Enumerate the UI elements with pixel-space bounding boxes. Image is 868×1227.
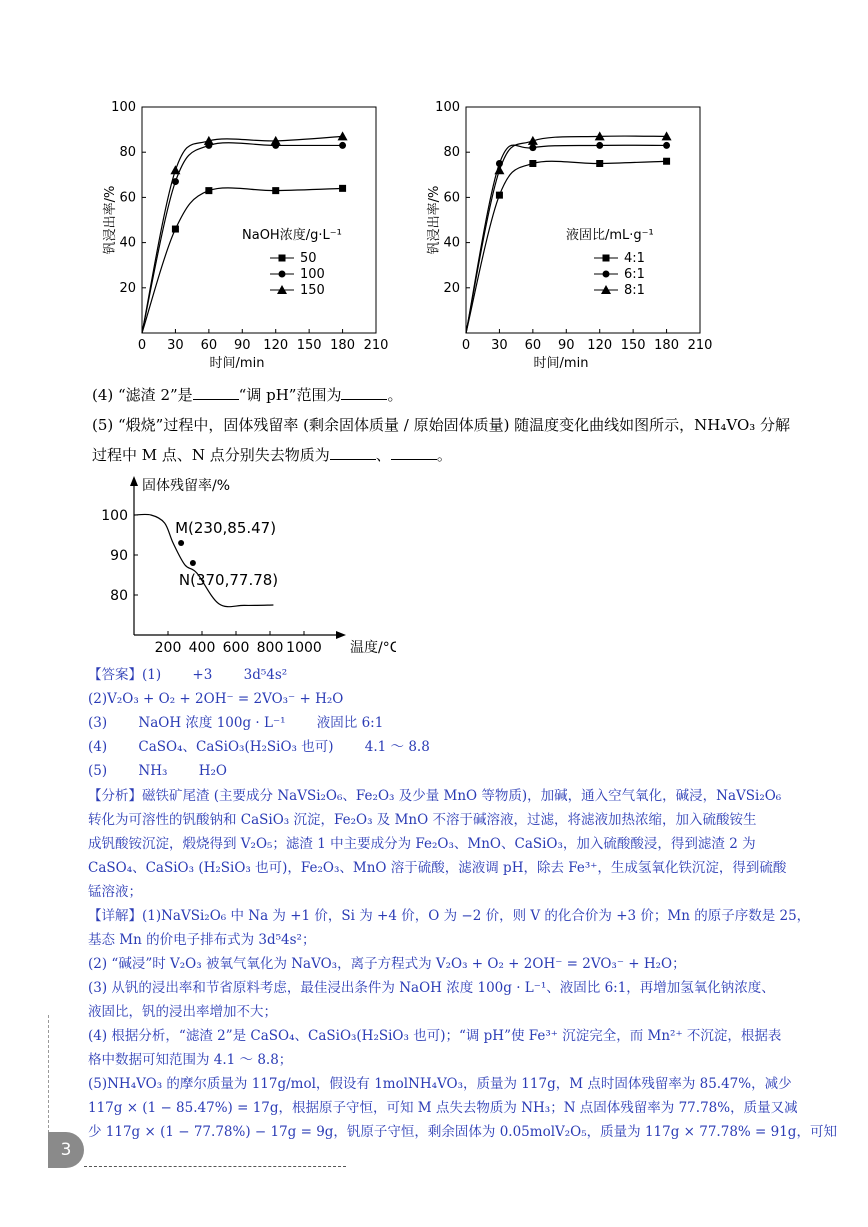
y-tick-label: 20 (443, 280, 460, 296)
q4-part1: (4) “滤渣 2”是 (92, 386, 193, 404)
analysis-line-5: 锰溶液； (88, 884, 142, 900)
legend-label: 50 (300, 251, 317, 266)
answer-line-3: (3) NaOH 浓度 100g · L⁻¹ 液固比 6:1 (88, 715, 384, 731)
q4-blank-1 (193, 385, 239, 400)
y-tick-label: 40 (443, 235, 460, 251)
series-point-50 (205, 187, 212, 194)
y-tick-label: 100 (101, 508, 128, 524)
legend-label: 6:1 (624, 267, 645, 282)
question-4 (92, 384, 402, 405)
legend-marker (603, 255, 610, 262)
y-axis-label: 固体残留率/% (142, 478, 231, 494)
y-tick-label: 40 (119, 235, 136, 251)
series-point-50 (172, 226, 179, 233)
detail-line-7: 格中数据可知范围为 4.1 ～ 8.8； (88, 1052, 293, 1068)
x-tick-label: 30 (491, 338, 508, 353)
q4-part3: 。 (387, 386, 403, 404)
series-point-4:1 (663, 158, 670, 165)
series-point-150 (338, 131, 348, 140)
chart-2-svg (424, 95, 714, 375)
x-tick-label: 120 (587, 338, 613, 353)
x-tick-label: 120 (263, 338, 289, 353)
chart-residual-rate (96, 470, 396, 660)
legend-marker (279, 255, 286, 262)
x-tick-label: 210 (687, 338, 713, 353)
question-5-line-2 (92, 444, 452, 465)
x-tick-label: 600 (222, 640, 250, 656)
x-tick-label: 800 (256, 640, 284, 656)
series-point-150 (170, 165, 180, 174)
series-point-6:1 (529, 144, 536, 151)
analysis-line-3: 成钒酸铵沉淀，煅烧得到 V₂O₅；滤渣 1 中主要成分为 Fe₂O₃、MnO、CaSiO₃，加入硫酸酸浸，得到滤渣 2 为 (88, 836, 756, 852)
y-tick-label: 100 (435, 100, 460, 115)
series-point-4:1 (596, 160, 603, 167)
series-line-4:1 (466, 161, 667, 333)
y-tick-label: 90 (110, 548, 128, 564)
chart-3-svg (96, 470, 396, 660)
q5-blank-2 (391, 445, 437, 460)
y-tick-label: 80 (443, 145, 460, 161)
chart-1-svg (100, 95, 390, 375)
x-tick-label: 0 (137, 338, 147, 353)
detail-line-9: 117g × (1 − 85.47%) = 17g，根据原子守恒，可知 M 点失去物质为 NH₃；N 点固体残留率为 77.78%，质量又减 (88, 1100, 798, 1116)
series-point-50 (339, 185, 346, 192)
legend-title: 液固比/mL·g⁻¹ (566, 228, 654, 243)
x-tick-label: 90 (234, 338, 251, 353)
analysis-line-1: 【分析】磁铁矿尾渣 (主要成分 NaVSi₂O₆、Fe₂O₃ 及少量 MnO 等物质)，加碱，通入空气氧化，碱浸，NaVSi₂O₆ (88, 788, 782, 804)
series-point-4:1 (529, 160, 536, 167)
legend-title: NaOH浓度/g·L⁻¹ (242, 228, 342, 243)
x-tick-label: 60 (524, 338, 542, 353)
x-tick-label: 200 (154, 640, 182, 656)
chart-naoh-concentration (100, 95, 390, 375)
y-axis-label: 钒浸出率/% (103, 185, 118, 255)
page-number: 3 (48, 1132, 84, 1168)
x-axis-arrow (336, 631, 346, 639)
answer-line-5: (5) NH₃ H₂O (88, 763, 227, 779)
q5-part1: 过程中 M 点、N 点分别失去物质为 (92, 446, 330, 464)
detail-line-4: (3) 从钒的浸出率和节省原料考虑，最佳浸出条件为 NaOH 浓度 100g · L⁻¹、液固比 6:1，再增加氢氧化钠浓度、 (88, 980, 775, 996)
x-tick-label: 90 (558, 338, 575, 353)
point-N (190, 560, 196, 566)
x-tick-label: 180 (330, 338, 355, 353)
answer-line-2: (2)V₂O₃ + O₂ + 2OH⁻ = 2VO₃⁻ + H₂O (88, 691, 344, 707)
page-margin-dashed-line (48, 1015, 49, 1133)
q5-part3: 。 (436, 446, 452, 464)
answer-line-4: (4) CaSO₄、CaSiO₃(H₂SiO₃ 也可) 4.1 ～ 8.8 (88, 739, 430, 755)
y-tick-label: 100 (111, 100, 136, 115)
series-point-6:1 (596, 142, 603, 149)
legend-label: 4:1 (624, 251, 645, 266)
series-point-100 (339, 142, 346, 149)
q4-blank-2 (341, 385, 387, 400)
x-axis-label: 时间/min (209, 356, 265, 371)
detail-line-2: 基态 Mn 的价电子排布式为 3d⁵4s²； (88, 932, 316, 948)
plot-frame (466, 107, 700, 333)
x-tick-label: 150 (296, 338, 322, 353)
x-tick-label: 400 (188, 640, 216, 656)
y-tick-label: 60 (443, 190, 460, 206)
legend-label: 100 (300, 267, 325, 282)
x-tick-label: 30 (167, 338, 184, 353)
series-point-50 (272, 187, 279, 194)
point-label-M: M(230,85.47) (175, 519, 277, 537)
x-tick-label: 0 (461, 338, 471, 353)
x-tick-label: 180 (654, 338, 679, 353)
y-tick-label: 80 (110, 588, 128, 604)
point-M (178, 540, 184, 546)
series-point-8:1 (494, 165, 504, 174)
x-axis-label: 温度/°C (350, 640, 396, 656)
detail-line-1: 【详解】(1)NaVSi₂O₆ 中 Na 为 +1 价，Si 为 +4 价，O 为 −2 价，则 V 的化合价为 +3 价；Mn 的原子序数是 25， (88, 908, 811, 924)
y-tick-label: 20 (119, 280, 136, 296)
series-point-4:1 (496, 192, 503, 199)
x-axis-label: 时间/min (533, 356, 589, 371)
detail-line-8: (5)NH₄VO₃ 的摩尔质量为 117g/mol，假设有 1molNH₄VO₃，质量为 117g，M 点时固体残留率为 85.47%，减少 (88, 1076, 792, 1092)
detail-line-5: 液固比，钒的浸出率增加不大； (88, 1004, 277, 1020)
x-tick-label: 150 (620, 338, 646, 353)
q5-blank-1 (330, 445, 376, 460)
legend-marker (603, 271, 610, 278)
detail-line-10: 少 117g × (1 − 77.78%) − 17g = 9g，钒原子守恒，剩余固体为 0.05molV₂O₅，质量为 117g × 77.78% = 91g，可知 (88, 1124, 837, 1140)
x-tick-label: 60 (200, 338, 218, 353)
legend-marker (279, 271, 286, 278)
legend-label: 8:1 (624, 283, 645, 298)
y-tick-label: 60 (119, 190, 136, 206)
x-tick-label: 210 (363, 338, 389, 353)
answer-line-1: 【答案】(1) +3 3d⁵4s² (88, 667, 288, 683)
page-footer-dashed-line (84, 1166, 346, 1167)
detail-line-3: (2) “碱浸”时 V₂O₃ 被氧气氧化为 NaVO₃，离子方程式为 V₂O₃ + O₂ + 2OH⁻ = 2VO₃⁻ + H₂O； (88, 956, 686, 972)
legend-label: 150 (300, 283, 325, 298)
x-tick-label: 1000 (286, 640, 322, 656)
question-5-line-1: (5) “煅烧”过程中，固体残留率 (剩余固体质量 / 原始固体质量) 随温度变化曲线如图所示，NH₄VO₃ 分解 (92, 416, 791, 434)
y-axis-label: 钒浸出率/% (427, 185, 442, 255)
series-point-6:1 (663, 142, 670, 149)
y-tick-label: 80 (119, 145, 136, 161)
q4-part2: “调 pH”范围为 (238, 386, 342, 404)
detail-line-6: (4) 根据分析，“滤渣 2”是 CaSO₄、CaSiO₃(H₂SiO₃ 也可)；“调 pH”使 Fe³⁺ 沉淀完全，而 Mn²⁺ 不沉淀，根据表 (88, 1028, 782, 1044)
q5-part2: 、 (375, 446, 391, 464)
analysis-line-2: 转化为可溶性的钒酸钠和 CaSiO₃ 沉淀，Fe₂O₃ 及 MnO 不溶于碱溶液，过滤，将滤液加热浓缩，加入硫酸铵生 (88, 812, 757, 828)
point-label-N: N(370,77.78) (178, 571, 279, 589)
analysis-line-4: CaSO₄、CaSiO₃ (H₂SiO₃ 也可)，Fe₂O₃、MnO 溶于硫酸，滤液调 pH，除去 Fe³⁺，生成氢氧化铁沉淀，得到硫酸 (88, 860, 787, 876)
y-axis-arrow (130, 476, 138, 486)
chart-liquid-solid-ratio (424, 95, 714, 375)
